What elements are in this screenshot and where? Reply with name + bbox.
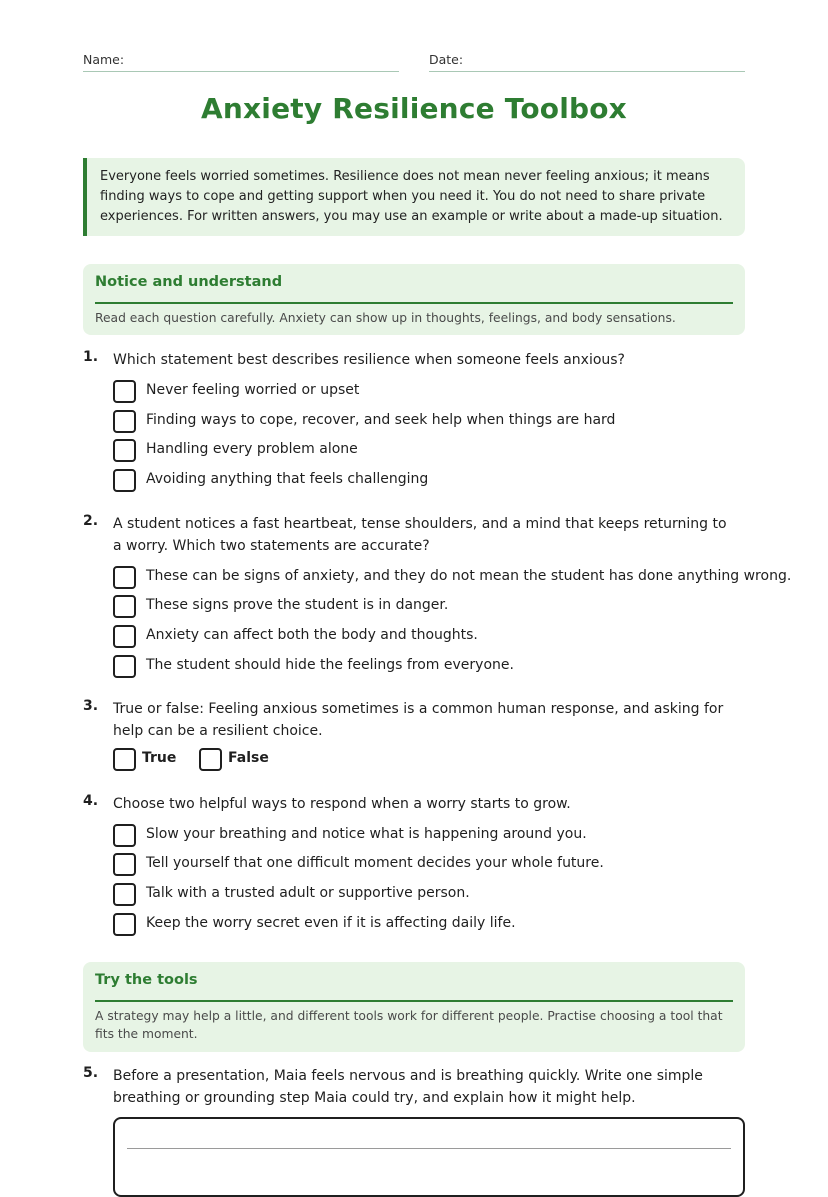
section-title: Notice and understand bbox=[95, 274, 283, 290]
option-item[interactable] bbox=[113, 380, 745, 404]
option-label: False bbox=[228, 750, 269, 766]
date-line bbox=[429, 71, 745, 72]
option-item[interactable] bbox=[113, 566, 792, 590]
option-label: Tell yourself that one difficult moment decides your whole future. bbox=[146, 855, 604, 871]
written-answer-box[interactable] bbox=[113, 1117, 745, 1197]
section-title: Try the tools bbox=[95, 972, 198, 988]
checkbox[interactable] bbox=[113, 913, 136, 936]
checkbox[interactable] bbox=[113, 655, 136, 678]
section-notice-and-understand bbox=[83, 264, 745, 335]
option-label: True bbox=[142, 750, 177, 766]
name-line bbox=[83, 71, 399, 72]
question-text: Choose two helpful ways to respond when a worry starts to grow. bbox=[113, 796, 571, 812]
option-item[interactable] bbox=[113, 824, 745, 848]
header-fields bbox=[83, 52, 745, 74]
checkbox[interactable] bbox=[113, 439, 136, 462]
checkbox[interactable] bbox=[113, 410, 136, 433]
page-title: Anxiety Resilience Toolbox bbox=[201, 92, 627, 125]
question-number: 4. bbox=[83, 793, 99, 809]
option-label: Handling every problem alone bbox=[146, 441, 358, 457]
name-field[interactable] bbox=[83, 52, 399, 67]
option-label: These signs prove the student is in danger. bbox=[146, 597, 449, 613]
section-description: Read each question carefully. Anxiety can show up in thoughts, feelings, and body sensations. bbox=[95, 311, 676, 325]
question-number: 3. bbox=[83, 698, 99, 714]
option-item[interactable] bbox=[113, 883, 745, 907]
option-item[interactable] bbox=[113, 625, 745, 649]
option-label: The student should hide the feelings from everyone. bbox=[146, 657, 514, 673]
section-try-the-tools bbox=[83, 962, 745, 1052]
option-item[interactable] bbox=[113, 469, 745, 493]
option-label: These can be signs of anxiety, and they do not mean the student has done anything wrong. bbox=[146, 568, 792, 584]
option-label: Slow your breathing and notice what is happening around you. bbox=[146, 826, 587, 842]
option-label: Finding ways to cope, recover, and seek help when things are hard bbox=[146, 412, 616, 428]
date-field[interactable] bbox=[429, 52, 745, 67]
option-item[interactable] bbox=[113, 410, 745, 434]
checkbox[interactable] bbox=[113, 595, 136, 618]
checkbox[interactable] bbox=[113, 748, 136, 771]
question-number: 1. bbox=[83, 349, 99, 365]
section-description: A strategy may help a little, and different tools work for different people. Practise choosing a tool that fits the moment. bbox=[95, 1009, 723, 1041]
option-item[interactable] bbox=[113, 913, 745, 937]
option-item[interactable] bbox=[113, 595, 745, 619]
option-item[interactable] bbox=[113, 853, 745, 877]
question-number: 5. bbox=[83, 1065, 99, 1081]
question-text: Which statement best describes resilience when someone feels anxious? bbox=[113, 352, 625, 368]
intro-callout: Everyone feels worried sometimes. Resilience does not mean never feeling anxious; it means finding ways to cope and getting support when you need it. You do not need to share private experiences. For written answers, you may use an example or write about a made-up situation. bbox=[83, 158, 745, 236]
checkbox[interactable] bbox=[113, 566, 136, 589]
checkbox[interactable] bbox=[199, 748, 222, 771]
checkbox[interactable] bbox=[113, 824, 136, 847]
option-label: Keep the worry secret even if it is affecting daily life. bbox=[146, 915, 516, 931]
question-text: True or false: Feeling anxious sometimes is a common human response, and asking for help can be a resilient choice. bbox=[113, 701, 724, 739]
option-item[interactable] bbox=[113, 439, 745, 463]
answer-line bbox=[127, 1148, 731, 1149]
checkbox[interactable] bbox=[113, 469, 136, 492]
option-label: Anxiety can affect both the body and thoughts. bbox=[146, 627, 478, 643]
name-label: Name: bbox=[83, 52, 125, 67]
option-item[interactable] bbox=[113, 655, 745, 679]
option-label: Avoiding anything that feels challenging bbox=[146, 471, 429, 487]
question-text: Before a presentation, Maia feels nervous and is breathing quickly. Write one simple breathing or grounding step Maia could try, and explain how it might help. bbox=[113, 1068, 703, 1106]
question-text: A student notices a fast heartbeat, tense shoulders, and a mind that keeps returning to a worry. Which two statements are accurate? bbox=[113, 516, 727, 554]
checkbox[interactable] bbox=[113, 625, 136, 648]
checkbox[interactable] bbox=[113, 380, 136, 403]
checkbox[interactable] bbox=[113, 853, 136, 876]
question-number: 2. bbox=[83, 513, 99, 529]
checkbox[interactable] bbox=[113, 883, 136, 906]
option-label: Talk with a trusted adult or supportive person. bbox=[146, 885, 470, 901]
date-label: Date: bbox=[429, 52, 464, 67]
option-label: Never feeling worried or upset bbox=[146, 382, 360, 398]
